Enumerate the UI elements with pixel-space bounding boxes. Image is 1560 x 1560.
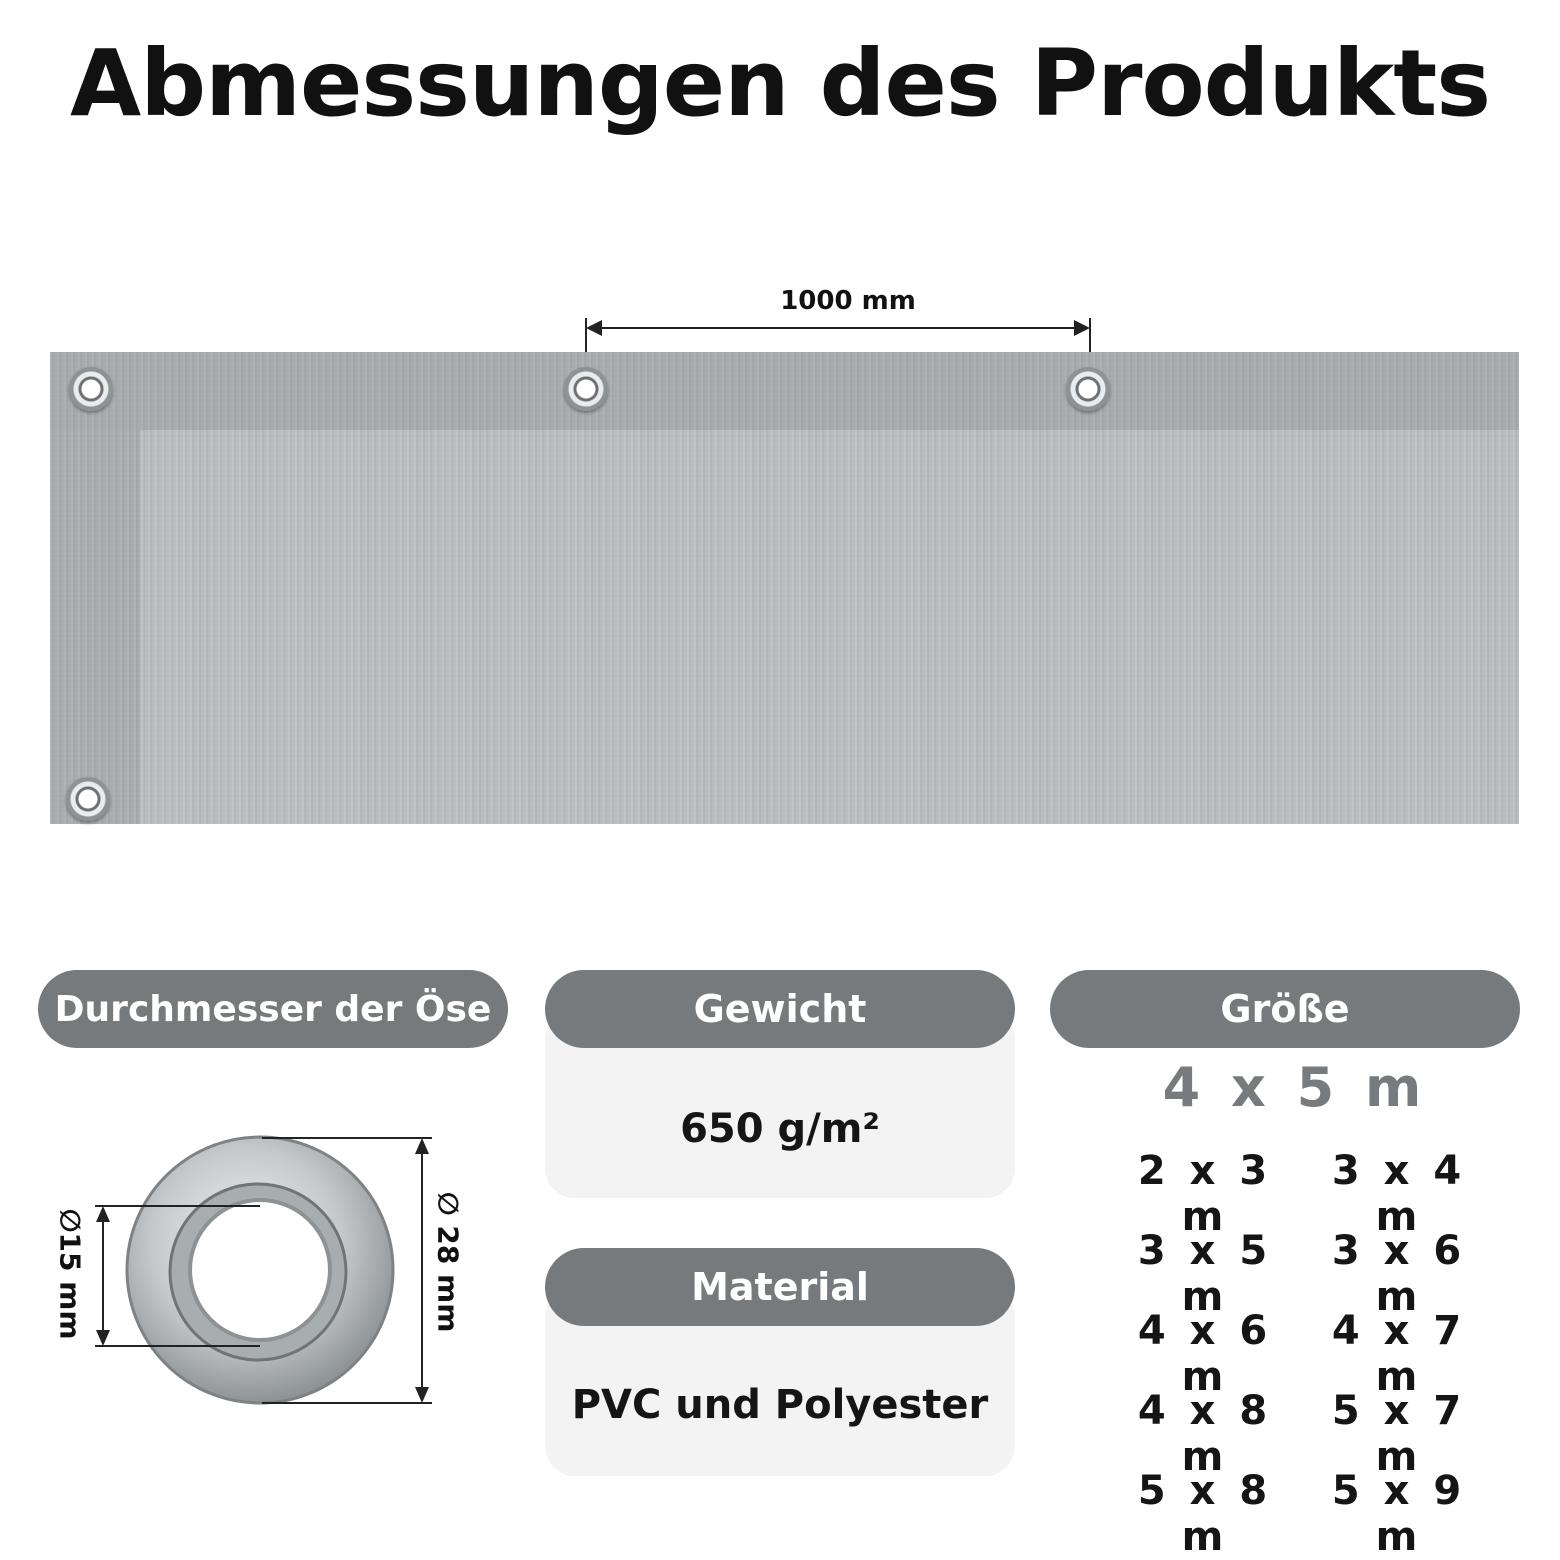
size-option: 5 x 9 m <box>1331 1468 1467 1560</box>
size-option: 2 x 3 m <box>1137 1148 1273 1240</box>
size-option: 5 x 8 m <box>1137 1468 1273 1560</box>
weight-value: 650 g/m² <box>680 1106 880 1152</box>
top-hem <box>50 352 1519 430</box>
size-option: 3 x 5 m <box>1137 1228 1273 1320</box>
left-hem <box>50 430 140 824</box>
page-title: Abmessungen des Produkts <box>70 30 1490 137</box>
material-header: Material <box>545 1248 1015 1326</box>
size-option: 3 x 6 m <box>1331 1228 1467 1320</box>
size-option: 4 x 8 m <box>1137 1388 1273 1480</box>
spacing-dimension-arrow <box>0 0 1560 400</box>
grommet-icon <box>564 367 608 411</box>
weight-header: Gewicht <box>545 970 1015 1048</box>
eyelet-diameter-header: Durchmesser der Öse <box>38 970 508 1048</box>
privacy-screen-panel <box>50 352 1519 824</box>
grommet-icon <box>66 777 110 821</box>
inner-diameter-label: ∅15 mm <box>53 1208 87 1340</box>
size-option: 4 x 7 m <box>1331 1308 1467 1400</box>
size-header: Größe <box>1050 970 1520 1048</box>
outer-diameter-label: ∅ 28 mm <box>431 1191 465 1333</box>
grommet-icon <box>1066 367 1110 411</box>
spacing-label: 1000 mm <box>780 286 916 316</box>
size-option: 3 x 4 m <box>1331 1148 1467 1240</box>
size-option: 4 x 6 m <box>1137 1308 1273 1400</box>
size-option: 5 x 7 m <box>1331 1388 1467 1480</box>
selected-size: 4 x 5 m <box>1162 1056 1428 1119</box>
material-value: PVC und Polyester <box>571 1382 989 1428</box>
grommet-icon <box>69 367 113 411</box>
